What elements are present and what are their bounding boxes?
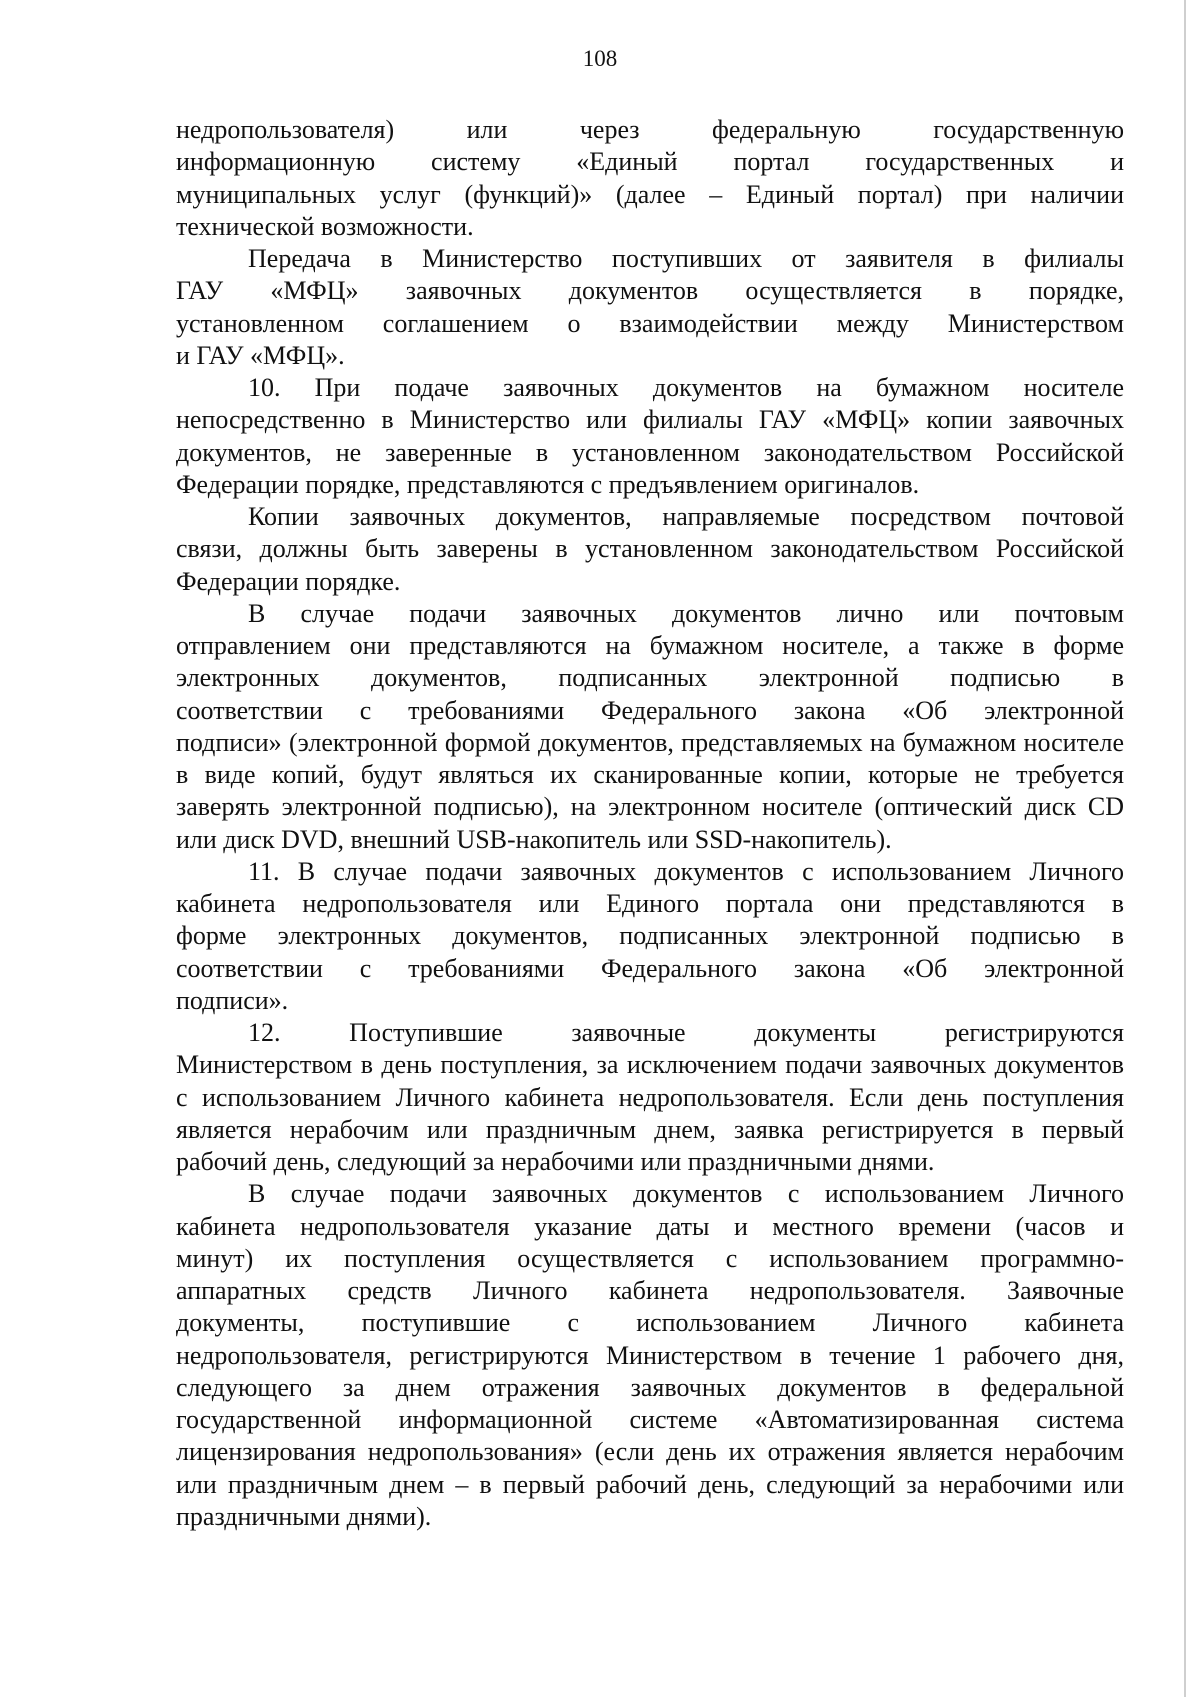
paragraph-line: аппаратных средств Личного кабинета недропользователя. Заявочные (176, 1276, 1124, 1305)
scan-edge-line (1184, 0, 1186, 1697)
paragraph-line: Копии заявочных документов, направляемые посредством почтовой (248, 502, 1124, 531)
paragraph-line: установленном соглашением о взаимодействии между Министерством (176, 308, 1124, 338)
paragraph-line: информационную систему «Единый портал государственных и (176, 147, 1124, 177)
paragraph-line: соответствии с требованиями Федерального закона «Об электронной (176, 695, 1124, 725)
paragraph-line: 11. В случае подачи заявочных документов с использованием Личного (248, 856, 1124, 886)
paragraph-text: связи, должны быть заверены в установленном законодательством Российской Федерации порядке. (176, 534, 1124, 596)
page-number: 108 (582, 46, 618, 71)
paragraph-line: В случае подачи заявочных документов лично или почтовым (248, 598, 1124, 628)
paragraph-line: 10. При подаче заявочных документов на бумажном носителе (248, 373, 1124, 402)
paragraph-text: и ГАУ «МФЦ». (176, 340, 345, 370)
paragraph-line: В случае подачи заявочных документов с использованием Личного (248, 1179, 1124, 1209)
paragraph-3 (176, 372, 1124, 501)
paragraph-4 (176, 501, 1124, 598)
paragraph-5 (176, 598, 1124, 856)
document-body (176, 114, 1124, 1533)
paragraph-2 (176, 243, 1124, 372)
paragraph-line: отправлением они представляются на бумажном носителе, а также в форме (176, 631, 1124, 660)
paragraph-1 (176, 114, 1124, 243)
paragraph-line: кабинета недропользователя или Единого портала они представляются в (176, 889, 1124, 918)
paragraph-text: подписи». (176, 985, 289, 1015)
paragraph-text: Министерством в день поступления, за исключением подачи заявочных документов с использованием Личного кабинета недропользователя. Если день поступления является нерабочим или праздничным днем, заявка регистрируется в первый рабочий день, следующий за нерабочими или праздничными днями. (176, 1050, 1124, 1176)
paragraph-7 (176, 1017, 1124, 1178)
paragraph-text: непосредственно в Министерство или филиалы ГАУ «МФЦ» копии заявочных документов, не заверенные в установленном законодательством Российской Федерации порядке, представляются с предъявлением оригиналов. (176, 405, 1124, 499)
paragraph-line: соответствии с требованиями Федерального закона «Об электронной (176, 953, 1124, 983)
paragraph-text: подписи» (электронной формой документов, представляемых на бумажном носителе в виде копий, будут являться их сканированные копии, которые не требуется заверять электронной подписью), на электронном носителе (оптический диск CD или диск DVD, внешний USB-накопитель или SSD-накопитель). (176, 727, 1124, 854)
paragraph-line: документы, поступившие с использованием Личного кабинета (176, 1308, 1124, 1338)
paragraph-text: недропользователя, регистрируются Министерством в течение 1 рабочего дня, следующего за днем отражения заявочных документов в федеральной государственной информационной системе «Автоматизированная система лицензирования недропользования» (если день их отражения является нерабочим или праздничным днем – в первый рабочий день, следующий за нерабочими или праздничными днями). (176, 1340, 1124, 1531)
paragraph-line: 12. Поступившие заявочные документы регистрируются (248, 1018, 1124, 1047)
paragraph-line: ГАУ «МФЦ» заявочных документов осуществляется в порядке, (176, 276, 1124, 306)
paragraph-line: недропользователя) или через федеральную государственную (176, 115, 1124, 144)
paragraph-line: форме электронных документов, подписанных электронной подписью в (176, 921, 1124, 951)
paragraph-6 (176, 856, 1124, 1017)
paragraph-line: минут) их поступления осуществляется с использованием программно- (176, 1243, 1124, 1273)
paragraph-8 (176, 1178, 1124, 1533)
paragraph-line: Передача в Министерство поступивших от заявителя в филиалы (248, 244, 1124, 273)
paragraph-line: электронных документов, подписанных электронной подписью в (176, 663, 1124, 693)
paragraph-line: кабинета недропользователя указание даты и местного времени (часов и (176, 1211, 1124, 1241)
paragraph-text: муниципальных услуг (функций)» (далее – Единый портал) при наличии технической возможности. (176, 179, 1124, 241)
